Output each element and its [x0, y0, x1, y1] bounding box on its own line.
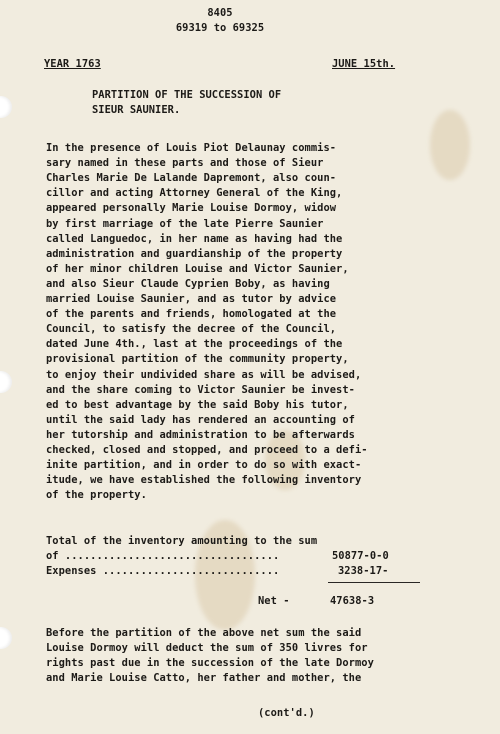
body-line: her tutorship and administration to be afterwards: [46, 428, 355, 441]
totals-of-value: 50877-0-0: [332, 550, 389, 562]
body-line: ed to best advantage by the said Boby his tutor,: [46, 398, 349, 411]
body-line: itude, we have established the following inventory: [46, 474, 362, 487]
body-line: provisional partition of the community property,: [46, 353, 349, 366]
expenses-value: 3238-17-: [338, 565, 389, 577]
continued-label: (cont'd.): [258, 707, 315, 719]
punch-hole: [0, 96, 12, 118]
body-line: sary named in these parts and those of Sieur: [46, 157, 324, 170]
document-number: 8405: [207, 7, 233, 19]
body-line: called Languedoc, in her name as having had the: [46, 232, 343, 245]
year-label: YEAR 1763: [44, 58, 101, 70]
body-line: and the share coming to Victor Saunier be invest-: [46, 383, 355, 396]
punch-hole: [0, 627, 12, 649]
body-line: administration and guardianship of the property: [46, 247, 343, 260]
sum-rule: [328, 582, 420, 583]
body-line: by first marriage of the late Pierre Saunier: [46, 217, 324, 230]
closing-line: rights past due in the succession of the late Dormoy: [46, 657, 374, 670]
body-line: appeared personally Marie Louise Dormoy, widow: [46, 202, 337, 215]
body-line: until the said lady has rendered an accounting of: [46, 413, 355, 426]
body-line: of the property.: [46, 489, 147, 502]
title-line-2: SIEUR SAUNIER.: [92, 104, 181, 116]
date-label: JUNE 15th.: [332, 58, 396, 70]
body-line: of her minor children Louise and Victor Saunier,: [46, 262, 349, 275]
closing-line: Louise Dormoy will deduct the sum of 350 livres for: [46, 642, 368, 655]
body-line: and also Sieur Claude Cyprien Boby, as having: [46, 277, 330, 290]
body-line: inite partition, and in order to do so with exact-: [46, 459, 362, 472]
body-line: Council, to satisfy the decree of the Council,: [46, 323, 337, 336]
body-line: cillor and acting Attorney General of the King,: [46, 187, 343, 200]
document-range: 69319 to 69325: [175, 22, 265, 34]
title-line-1: PARTITION OF THE SUCCESSION OF: [92, 89, 282, 101]
punch-hole: [0, 371, 12, 393]
body-line: Charles Marie De Lalande Dapremont, also coun-: [46, 172, 337, 185]
body-line: In the presence of Louis Piot Delaunay commis-: [46, 142, 337, 154]
net-label: Net -: [258, 595, 290, 607]
closing-line: Before the partition of the above net sum the said: [46, 627, 362, 639]
totals-line: Total of the inventory amounting to the sum: [46, 535, 318, 547]
net-value: 47638-3: [330, 595, 375, 607]
closing-line: and Marie Louise Catto, her father and mother, the: [46, 672, 362, 685]
body-line: to enjoy their undivided share as will be advised,: [46, 368, 362, 381]
body-line: married Louise Saunier, and as tutor by advice: [46, 293, 337, 305]
paper-stain: [430, 110, 470, 180]
body-line: of the parents and friends, homologated at the: [46, 308, 337, 321]
body-line: checked, closed and stopped, and proceed to a defi-: [46, 444, 368, 456]
body-line: dated June 4th., last at the proceedings of the: [46, 338, 343, 351]
expenses-label: Expenses ............................: [46, 565, 280, 577]
totals-of-label: of ..................................: [46, 550, 280, 562]
